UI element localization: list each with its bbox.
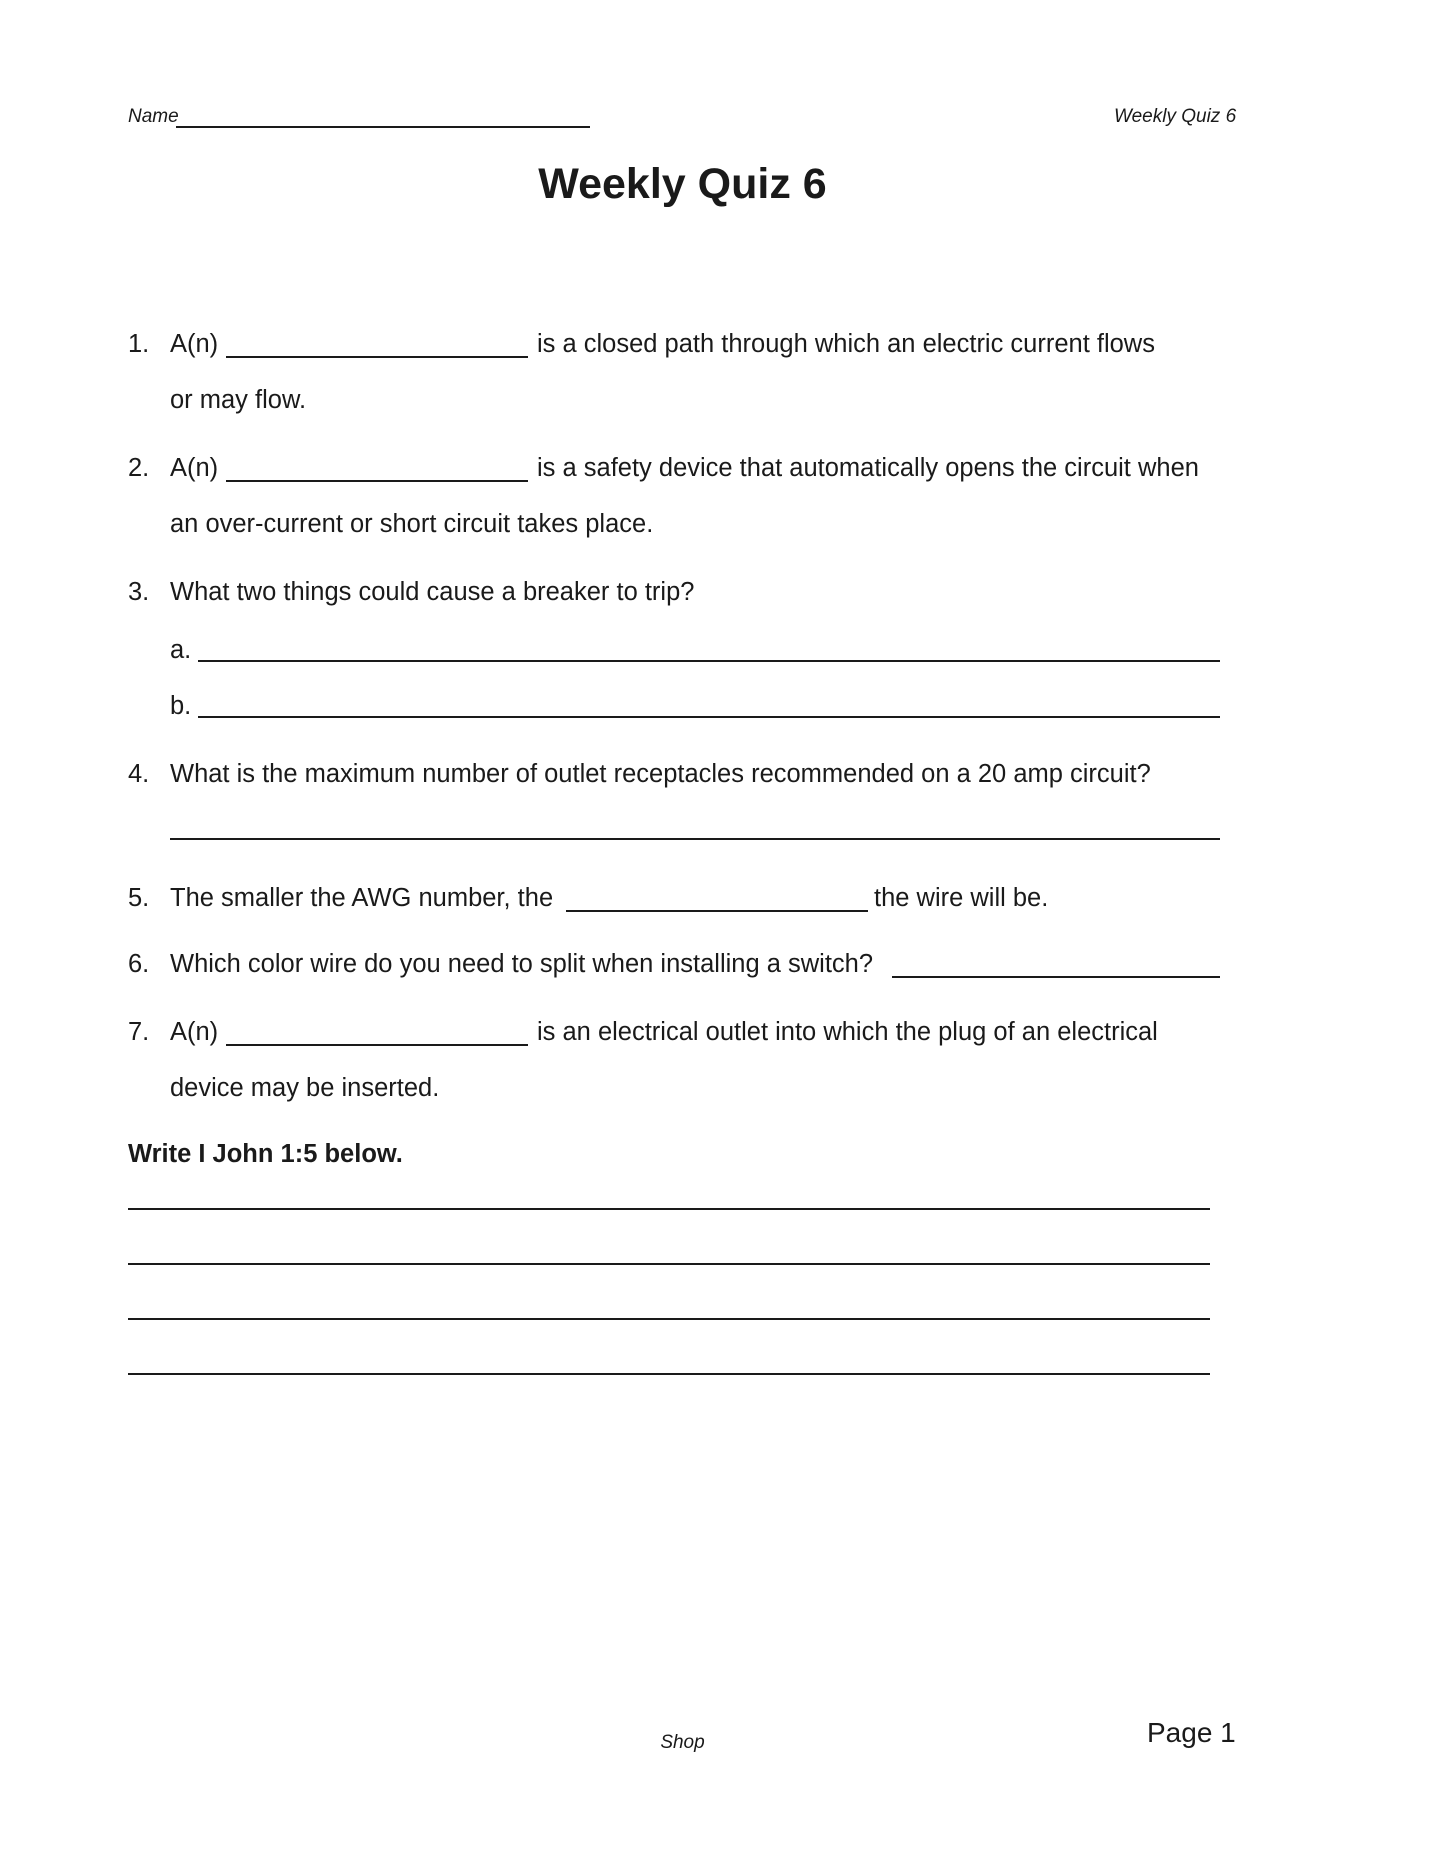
question-number: 4. <box>128 760 150 788</box>
question-text: the wire will be. <box>874 884 1049 912</box>
answer-blank-7[interactable] <box>226 1044 528 1046</box>
question-number: 6. <box>128 950 150 978</box>
answer-blank-5[interactable] <box>566 910 868 912</box>
answer-line-3b[interactable] <box>198 716 1220 718</box>
header-quiz-label: Weekly Quiz 6 <box>1114 106 1237 127</box>
question-text: device may be inserted. <box>170 1074 440 1102</box>
answer-line-3a[interactable] <box>198 660 1220 662</box>
question-text: is an electrical outlet into which the plug of an electrical <box>537 1018 1158 1046</box>
page-number: Page 1 <box>1147 1717 1236 1748</box>
question-text: is a safety device that automatically opens the circuit when <box>537 454 1199 482</box>
sub-label: a. <box>170 636 192 664</box>
scripture-line-4[interactable] <box>128 1373 1210 1375</box>
question-text: What two things could cause a breaker to trip? <box>170 578 695 606</box>
scripture-prompt: Write I John 1:5 below. <box>128 1140 403 1168</box>
question-text: or may flow. <box>170 386 307 414</box>
question-number: 3. <box>128 578 150 606</box>
name-field[interactable] <box>176 126 590 128</box>
question-text: is a closed path through which an electric current flows <box>537 330 1155 358</box>
answer-blank-6[interactable] <box>892 976 1220 978</box>
answer-blank-2[interactable] <box>226 480 528 482</box>
question-text: A(n) <box>170 1018 219 1046</box>
question-text: A(n) <box>170 454 219 482</box>
question-number: 5. <box>128 884 150 912</box>
sub-label: b. <box>170 692 192 720</box>
scripture-line-2[interactable] <box>128 1263 1210 1265</box>
question-text: What is the maximum number of outlet receptacles recommended on a 20 amp circuit? <box>170 760 1151 788</box>
question-text: The smaller the AWG number, the <box>170 884 554 912</box>
answer-blank-1[interactable] <box>226 356 528 358</box>
page-title: Weekly Quiz 6 <box>538 160 827 208</box>
name-label: Name <box>128 106 179 127</box>
question-text: A(n) <box>170 330 219 358</box>
answer-line-4[interactable] <box>170 838 1220 840</box>
footer-subject: Shop <box>660 1732 705 1753</box>
scripture-line-1[interactable] <box>128 1208 1210 1210</box>
question-number: 1. <box>128 330 150 358</box>
question-number: 7. <box>128 1018 150 1046</box>
question-number: 2. <box>128 454 150 482</box>
question-text: an over-current or short circuit takes place. <box>170 510 654 538</box>
scripture-line-3[interactable] <box>128 1318 1210 1320</box>
question-text: Which color wire do you need to split when installing a switch? <box>170 950 874 978</box>
